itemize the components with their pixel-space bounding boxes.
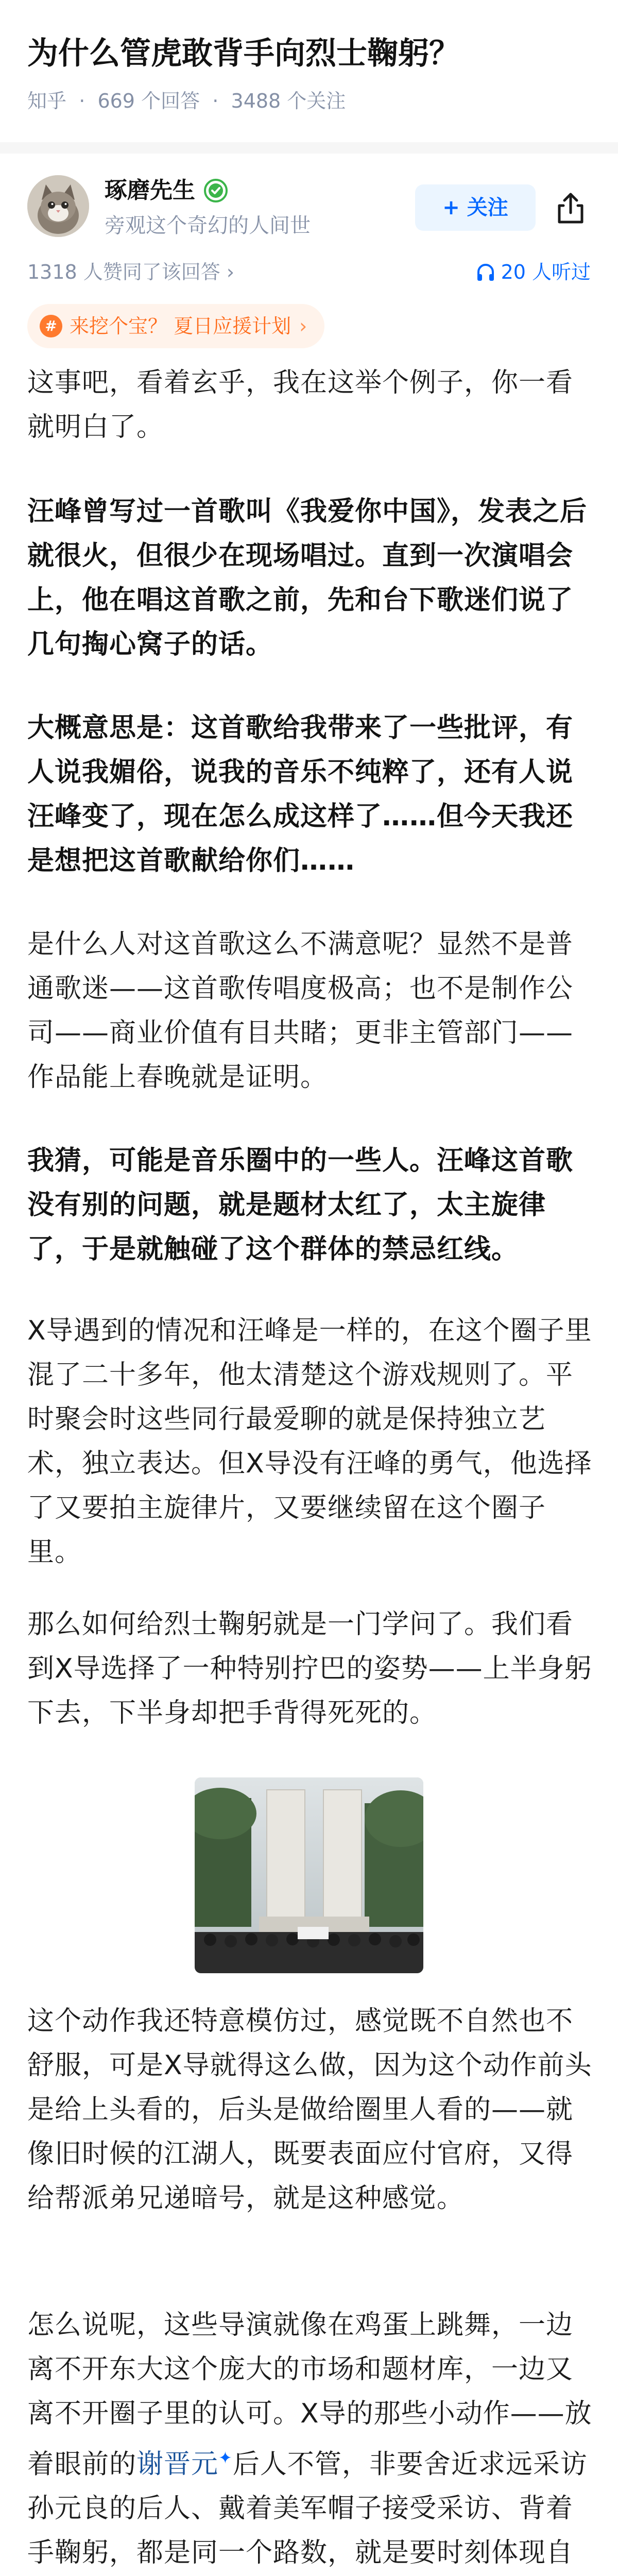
answer-paragraph: 那么如何给烈士鞠躬就是一门学问了。我们看到X导选择了一种特别拧巴的姿势——上半身躬下去，下半身却把手背得死死的。 <box>27 1609 592 1728</box>
monument-photo[interactable] <box>195 1777 423 1973</box>
hash-icon: # <box>40 315 62 337</box>
paragraph-text: 怎么说呢，这些导演就像在鸡蛋上跳舞，一边离不开东大这个庞大的市场和题材库，一边又离不开圈子里的认可。X导的那些小动作——放着眼前的 <box>27 2310 592 2480</box>
wiki-link[interactable] <box>136 2449 233 2480</box>
answer-count[interactable]: 669 个回答 <box>97 90 200 112</box>
headphones-icon <box>475 262 496 282</box>
avatar[interactable] <box>27 175 89 237</box>
answer-paragraph: 这个动作我还特意模仿过，感觉既不自然也不舒服，可是X导就得这么做，因为这个动作前头是给上头看的，后头是做给圈里人看的——就像旧时候的江湖人，既要表面应付官府，又得给帮派弟兄递暗号，就是这种感觉。 <box>27 2006 592 2214</box>
wiki-link-text: 谢晋元 <box>136 2449 219 2480</box>
section-divider <box>0 142 618 154</box>
verified-badge-icon <box>203 178 228 203</box>
author-name[interactable] <box>105 175 228 206</box>
share-icon[interactable] <box>551 188 590 227</box>
follower-count: 3488 个关注 <box>231 90 346 112</box>
cat-avatar-icon <box>27 175 89 237</box>
answer-paragraph: 这事吧，看着玄乎，我在这举个例子，你一看就明白了。 <box>27 367 574 443</box>
chevron-right-icon: › <box>299 315 307 337</box>
answer-paragraph: 我猜，可能是音乐圈中的一些人。汪峰这首歌没有别的问题，就是题材太红了，太主旋律了，于是就触碰了这个群体的禁忌红线。 <box>27 1145 574 1265</box>
listen-text: 20 人听过 <box>501 261 591 283</box>
answer-paragraph: 是什么人对这首歌这么不满意呢？显然不是普通歌迷——这首歌传唱度极高；也不是制作公司——商业价值有目共睹；更非主管部门——作品能上春晚就是证明。 <box>27 929 574 1093</box>
follow-button[interactable]: + 关注 <box>415 184 536 231</box>
answer-paragraph: 大概意思是：这首歌给我带来了一些批评，有人说我媚俗，说我的音乐不纯粹了，还有人说汪峰变了，现在怎么成这样了……但今天我还是想把这首歌献给你们…… <box>27 713 574 876</box>
source-label: 知乎 <box>27 90 67 112</box>
memorial-monument-image <box>195 1777 423 1973</box>
listen-count[interactable] <box>475 258 591 286</box>
meta-separator: · <box>73 90 92 112</box>
question-title[interactable]: 为什么管虎敢背手向烈士鞠躬？ <box>27 36 460 72</box>
author-name-text: 琢磨先生 <box>105 177 195 204</box>
answer-paragraph: 汪峰曾写过一首歌叫《我爱你中国》，发表之后就很火，但很少在现场唱过。直到一次演唱会上，他在唱这首歌之前，先和台下歌迷们说了几句掏心窝子的话。 <box>27 496 588 660</box>
paragraph-text: 后人不管，非要舍近求远采访孙元良的后人、戴着美军帽子接受采访、背着手鞠躬，都是同一个路数，就是要时刻体现自 <box>27 2449 588 2569</box>
author-bio: 旁观这个奇幻的人间世 <box>105 214 311 238</box>
meta-separator: · <box>206 90 225 112</box>
upvote-text: 1318 人赞同了该回答 <box>27 261 220 283</box>
answer-paragraph <box>27 2303 594 2576</box>
topic-tag[interactable] <box>27 304 324 348</box>
topic-tag-label: 来挖个宝？ 夏日应援计划 <box>70 315 291 337</box>
question-meta <box>27 87 594 115</box>
chevron-right-icon: › <box>226 261 235 283</box>
answer-paragraph: X导遇到的情况和汪峰是一样的，在这个圈子里混了二十多年，他太清楚这个游戏规则了。平时聚会时这些同行最爱聊的就是保持独立艺术，独立表达。但X导没有汪峰的勇气，他选择了又要拍主旋律片，又要继续留在这个圈子里。 <box>27 1315 592 1568</box>
link-marker-icon: ✦ <box>218 2448 233 2468</box>
upvote-count[interactable] <box>27 258 388 286</box>
